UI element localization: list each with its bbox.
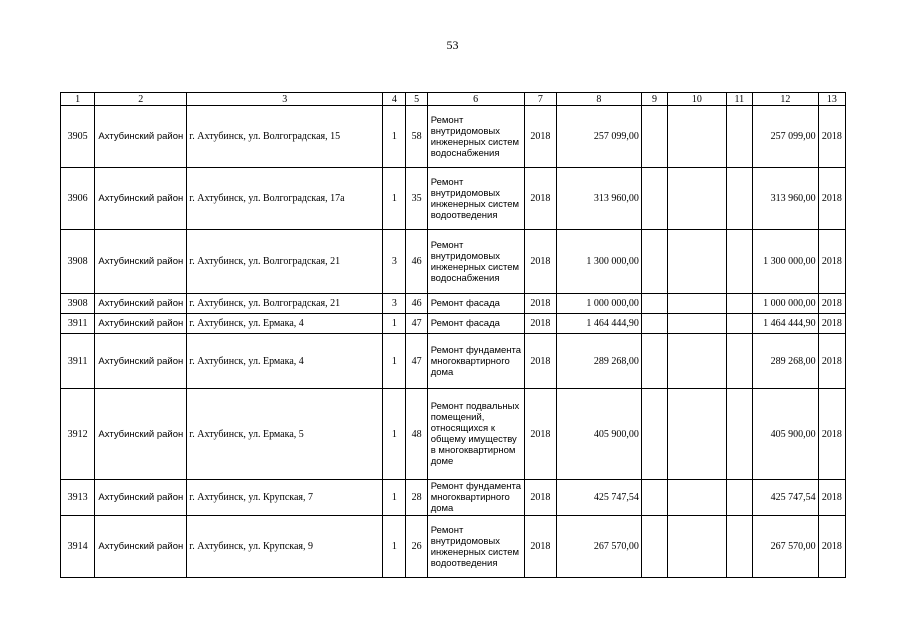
cell-col13: 2018 (818, 480, 845, 516)
cell-total: 425 747,54 (752, 480, 818, 516)
cell-col11 (726, 389, 752, 480)
cell-id: 3908 (61, 230, 95, 294)
table-row (61, 480, 846, 516)
cell-col9 (641, 230, 667, 294)
cell-col13: 2018 (818, 516, 845, 578)
cell-year: 2018 (524, 516, 556, 578)
cell-address: г. Ахтубинск, ул. Ермака, 4 (187, 334, 383, 389)
cell-col4: 1 (383, 334, 406, 389)
cell-id: 3914 (61, 516, 95, 578)
cell-col5: 58 (406, 106, 427, 168)
cell-col9 (641, 389, 667, 480)
cell-col11 (726, 168, 752, 230)
column-header: 5 (406, 93, 427, 106)
cell-col11 (726, 314, 752, 334)
cell-id: 3912 (61, 389, 95, 480)
cell-work-type: Ремонт подвальных помещений, относящихся к общему имуществу в многоквартирном доме (427, 389, 524, 480)
cell-col4: 1 (383, 106, 406, 168)
cell-district: Ахтубинский район (95, 168, 187, 230)
cell-total: 405 900,00 (752, 389, 818, 480)
cell-work-type: Ремонт внутридомовых инженерных систем водоснабжения (427, 230, 524, 294)
cell-col11 (726, 106, 752, 168)
column-header: 13 (818, 93, 845, 106)
cell-year: 2018 (524, 389, 556, 480)
cell-work-type: Ремонт фасада (427, 294, 524, 314)
cell-amount: 1 464 444,90 (557, 314, 642, 334)
cell-amount: 313 960,00 (557, 168, 642, 230)
cell-amount: 267 570,00 (557, 516, 642, 578)
table-row (61, 230, 846, 294)
cell-col5: 47 (406, 334, 427, 389)
column-number-row (61, 93, 846, 106)
cell-col13: 2018 (818, 294, 845, 314)
cell-district: Ахтубинский район (95, 106, 187, 168)
cell-id: 3913 (61, 480, 95, 516)
cell-amount: 289 268,00 (557, 334, 642, 389)
cell-col10 (668, 389, 727, 480)
cell-year: 2018 (524, 314, 556, 334)
table-row (61, 106, 846, 168)
cell-id: 3908 (61, 294, 95, 314)
cell-address: г. Ахтубинск, ул. Ермака, 5 (187, 389, 383, 480)
cell-id: 3911 (61, 314, 95, 334)
cell-amount: 425 747,54 (557, 480, 642, 516)
cell-col11 (726, 516, 752, 578)
cell-col5: 46 (406, 230, 427, 294)
cell-district: Ахтубинский район (95, 480, 187, 516)
cell-col4: 1 (383, 480, 406, 516)
cell-address: г. Ахтубинск, ул. Крупская, 9 (187, 516, 383, 578)
cell-year: 2018 (524, 106, 556, 168)
cell-col13: 2018 (818, 230, 845, 294)
cell-work-type: Ремонт фундамента многоквартирного дома (427, 334, 524, 389)
cell-address: г. Ахтубинск, ул. Крупская, 7 (187, 480, 383, 516)
cell-col9 (641, 480, 667, 516)
cell-district: Ахтубинский район (95, 230, 187, 294)
cell-year: 2018 (524, 230, 556, 294)
table-row (61, 168, 846, 230)
cell-col11 (726, 480, 752, 516)
cell-col13: 2018 (818, 389, 845, 480)
cell-total: 257 099,00 (752, 106, 818, 168)
cell-col9 (641, 294, 667, 314)
cell-col9 (641, 516, 667, 578)
column-header: 1 (61, 93, 95, 106)
cell-work-type: Ремонт фасада (427, 314, 524, 334)
cell-col10 (668, 314, 727, 334)
cell-year: 2018 (524, 168, 556, 230)
table-row (61, 516, 846, 578)
table-row (61, 314, 846, 334)
table-row (61, 334, 846, 389)
table-row (61, 389, 846, 480)
cell-address: г. Ахтубинск, ул. Волгоградская, 21 (187, 294, 383, 314)
cell-district: Ахтубинский район (95, 334, 187, 389)
cell-id: 3911 (61, 334, 95, 389)
cell-col5: 46 (406, 294, 427, 314)
column-header: 12 (752, 93, 818, 106)
table-row (61, 294, 846, 314)
column-header: 9 (641, 93, 667, 106)
cell-col9 (641, 334, 667, 389)
cell-work-type: Ремонт фундамента многоквартирного дома (427, 480, 524, 516)
column-header: 4 (383, 93, 406, 106)
cell-col11 (726, 294, 752, 314)
column-header: 2 (95, 93, 187, 106)
column-header: 8 (557, 93, 642, 106)
cell-col5: 26 (406, 516, 427, 578)
cell-col11 (726, 334, 752, 389)
cell-col4: 3 (383, 230, 406, 294)
column-header: 11 (726, 93, 752, 106)
cell-total: 1 000 000,00 (752, 294, 818, 314)
cell-col9 (641, 168, 667, 230)
cell-col5: 28 (406, 480, 427, 516)
cell-address: г. Ахтубинск, ул. Волгоградская, 21 (187, 230, 383, 294)
cell-col13: 2018 (818, 314, 845, 334)
column-header: 3 (187, 93, 383, 106)
cell-district: Ахтубинский район (95, 314, 187, 334)
cell-id: 3906 (61, 168, 95, 230)
cell-year: 2018 (524, 294, 556, 314)
cell-col10 (668, 230, 727, 294)
cell-col4: 3 (383, 294, 406, 314)
cell-district: Ахтубинский район (95, 516, 187, 578)
cell-col13: 2018 (818, 334, 845, 389)
cell-col9 (641, 314, 667, 334)
cell-district: Ахтубинский район (95, 294, 187, 314)
page-number: 53 (446, 38, 459, 52)
cell-col4: 1 (383, 389, 406, 480)
cell-total: 313 960,00 (752, 168, 818, 230)
cell-address: г. Ахтубинск, ул. Волгоградская, 17а (187, 168, 383, 230)
cell-amount: 405 900,00 (557, 389, 642, 480)
column-header: 7 (524, 93, 556, 106)
cell-total: 289 268,00 (752, 334, 818, 389)
cell-col11 (726, 230, 752, 294)
cell-address: г. Ахтубинск, ул. Волгоградская, 15 (187, 106, 383, 168)
cell-col13: 2018 (818, 168, 845, 230)
cell-work-type: Ремонт внутридомовых инженерных систем водоотведения (427, 168, 524, 230)
cell-year: 2018 (524, 480, 556, 516)
cell-col10 (668, 480, 727, 516)
cell-col5: 47 (406, 314, 427, 334)
cell-col4: 1 (383, 168, 406, 230)
cell-amount: 1 300 000,00 (557, 230, 642, 294)
cell-col10 (668, 334, 727, 389)
cell-col9 (641, 106, 667, 168)
cell-district: Ахтубинский район (95, 389, 187, 480)
column-header: 10 (668, 93, 727, 106)
column-header: 6 (427, 93, 524, 106)
cell-total: 1 464 444,90 (752, 314, 818, 334)
cell-total: 1 300 000,00 (752, 230, 818, 294)
cell-col10 (668, 106, 727, 168)
cell-col10 (668, 516, 727, 578)
cell-col13: 2018 (818, 106, 845, 168)
cell-year: 2018 (524, 334, 556, 389)
cell-col10 (668, 168, 727, 230)
cell-address: г. Ахтубинск, ул. Ермака, 4 (187, 314, 383, 334)
capital-repair-table (60, 92, 846, 578)
cell-col4: 1 (383, 314, 406, 334)
cell-col5: 48 (406, 389, 427, 480)
cell-amount: 257 099,00 (557, 106, 642, 168)
cell-col10 (668, 294, 727, 314)
cell-id: 3905 (61, 106, 95, 168)
cell-col5: 35 (406, 168, 427, 230)
cell-col4: 1 (383, 516, 406, 578)
cell-amount: 1 000 000,00 (557, 294, 642, 314)
cell-work-type: Ремонт внутридомовых инженерных систем водоснабжения (427, 106, 524, 168)
cell-work-type: Ремонт внутридомовых инженерных систем водоотведения (427, 516, 524, 578)
cell-total: 267 570,00 (752, 516, 818, 578)
